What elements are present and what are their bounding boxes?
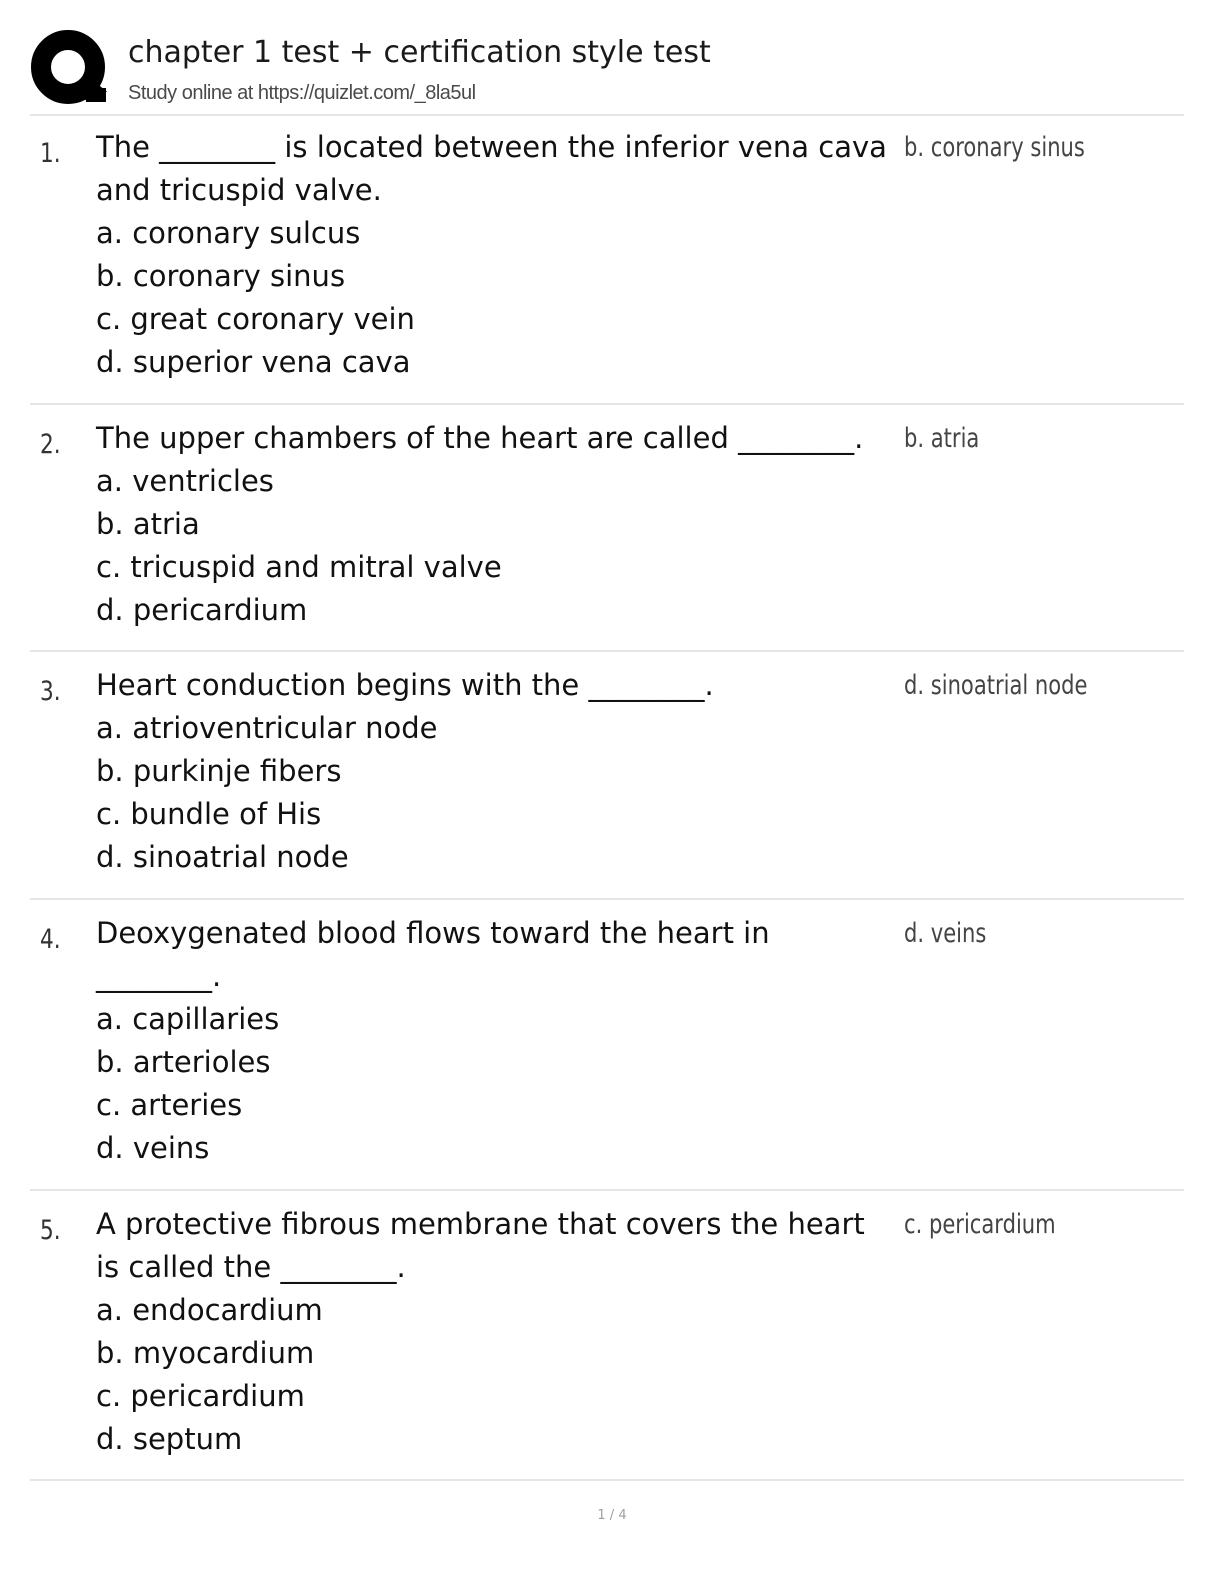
- question-text: The upper chambers of the heart are called ________.: [96, 421, 864, 455]
- question-card: [30, 114, 1184, 405]
- option-b: b. coronary sinus: [96, 259, 346, 293]
- question-body: [96, 417, 896, 632]
- question-body: [96, 1203, 896, 1461]
- question-card: [30, 652, 1184, 900]
- answer-text: d. sinoatrial node: [904, 670, 1088, 701]
- question-number: 3.: [40, 676, 61, 707]
- option-list: [96, 460, 896, 632]
- question-number: 4.: [40, 924, 61, 955]
- page-number: 1 / 4: [597, 1508, 627, 1523]
- answer-text: b. coronary sinus: [904, 132, 1085, 163]
- question-card: [30, 405, 1184, 652]
- study-online-link[interactable]: Study online at https://quizlet.com/_8la5ul: [128, 82, 476, 104]
- question-text: The ________ is located between the inferior vena cava and tricuspid valve.: [96, 130, 887, 207]
- page-title: chapter 1 test + certification style test: [128, 35, 711, 70]
- option-c: c. bundle of His: [96, 797, 322, 831]
- option-b: b. purkinje fibers: [96, 754, 342, 788]
- option-d: d. veins: [96, 1131, 210, 1165]
- answer-text: c. pericardium: [904, 1209, 1056, 1240]
- question-text: Heart conduction begins with the ________.: [96, 668, 714, 702]
- option-d: d. superior vena cava: [96, 345, 411, 379]
- option-b: b. myocardium: [96, 1336, 315, 1370]
- option-a: a. coronary sulcus: [96, 216, 361, 250]
- option-b: b. atria: [96, 507, 200, 541]
- question-number: 1.: [40, 138, 61, 169]
- answer-text: d. veins: [904, 918, 987, 949]
- option-c: c. tricuspid and mitral valve: [96, 550, 502, 584]
- question-list: [30, 114, 1184, 1481]
- option-a: a. capillaries: [96, 1002, 280, 1036]
- option-list: [96, 707, 896, 879]
- option-d: d. sinoatrial node: [96, 840, 349, 874]
- question-body: [96, 126, 896, 384]
- option-a: a. ventricles: [96, 464, 274, 498]
- option-list: [96, 1289, 896, 1461]
- option-c: c. pericardium: [96, 1379, 305, 1413]
- option-a: a. endocardium: [96, 1293, 323, 1327]
- question-number: 2.: [40, 429, 61, 460]
- question-text: A protective fibrous membrane that covers the heart is called the ________.: [96, 1207, 865, 1284]
- question-body: [96, 912, 796, 1170]
- option-list: [96, 998, 796, 1170]
- question-number: 5.: [40, 1215, 61, 1246]
- option-list: [96, 212, 896, 384]
- question-card: [30, 900, 1184, 1191]
- option-d: d. pericardium: [96, 593, 308, 627]
- option-a: a. atrioventricular node: [96, 711, 438, 745]
- question-card: [30, 1191, 1184, 1481]
- question-text: Deoxygenated blood flows toward the heart in ________.: [96, 916, 770, 993]
- quizlet-logo-icon: [30, 30, 110, 108]
- page-header: [30, 30, 1184, 116]
- option-d: d. septum: [96, 1422, 243, 1456]
- answer-text: b. atria: [904, 423, 980, 454]
- option-c: c. arteries: [96, 1088, 243, 1122]
- option-b: b. arterioles: [96, 1045, 271, 1079]
- question-body: [96, 664, 896, 879]
- option-c: c. great coronary vein: [96, 302, 415, 336]
